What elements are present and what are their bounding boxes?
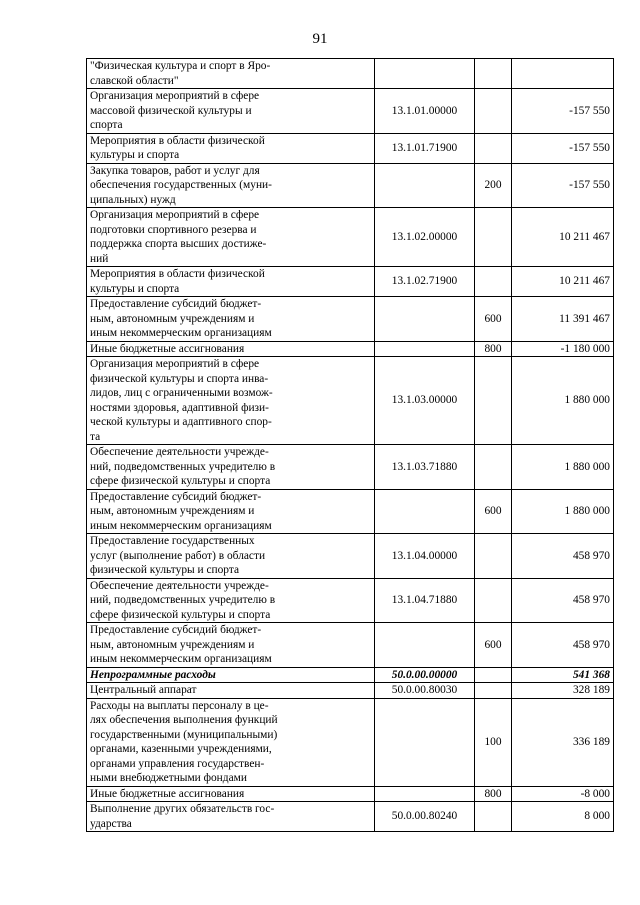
row-amount-cell: 458 970 [512, 623, 614, 668]
row-name-cell: Предоставление субсидий бюджет- ным, автономным учреждениям и иным некоммерческим организациям [87, 623, 375, 668]
row-code-cell: 13.1.02.00000 [375, 208, 475, 267]
table-row [87, 445, 614, 490]
row-expense-type-cell: 600 [475, 297, 512, 342]
row-code-cell: 50.0.00.00000 [375, 667, 475, 683]
row-amount-cell: -1 180 000 [512, 341, 614, 357]
row-expense-type-cell [475, 578, 512, 623]
row-amount-cell: -8 000 [512, 786, 614, 802]
row-name-cell: Организация мероприятий в сфере подготовки спортивного резерва и поддержка спорта высших достиже- ний [87, 208, 375, 267]
row-amount-cell: 1 880 000 [512, 489, 614, 534]
row-expense-type-cell [475, 133, 512, 163]
row-amount-cell: 8 000 [512, 802, 614, 832]
row-amount-cell: 11 391 467 [512, 297, 614, 342]
row-expense-type-cell: 800 [475, 786, 512, 802]
row-expense-type-cell [475, 445, 512, 490]
row-code-cell: 13.1.03.00000 [375, 357, 475, 445]
row-amount-cell: 328 189 [512, 683, 614, 699]
table-row [87, 208, 614, 267]
row-name-cell: Предоставление субсидий бюджет- ным, автономным учреждениям и иным некоммерческим организациям [87, 297, 375, 342]
row-expense-type-cell [475, 59, 512, 89]
row-name-cell: "Физическая культура и спорт в Яро- славской области" [87, 59, 375, 89]
row-expense-type-cell [475, 267, 512, 297]
row-name-cell: Мероприятия в области физической культуры и спорта [87, 133, 375, 163]
row-code-cell [375, 623, 475, 668]
row-code-cell: 50.0.00.80240 [375, 802, 475, 832]
row-amount-cell: 1 880 000 [512, 445, 614, 490]
row-name-cell: Организация мероприятий в сфере массовой физической культуры и спорта [87, 89, 375, 134]
row-expense-type-cell: 600 [475, 623, 512, 668]
row-amount-cell: 541 368 [512, 667, 614, 683]
table-row [87, 89, 614, 134]
row-code-cell [375, 698, 475, 786]
row-name-cell: Расходы на выплаты персоналу в це- лях обеспечения выполнения функций государственными (муниципальными) органами, казенными учреждениями, органами управления государствен- ными внебюджетными фондами [87, 698, 375, 786]
row-name-cell: Организация мероприятий в сфере физической культуры и спорта инва- лидов, лиц с ограниченными возмож- ностями здоровья, адаптивной физи- ческой культуры и адаптивного спор- та [87, 357, 375, 445]
table-row [87, 163, 614, 208]
row-amount-cell: -157 550 [512, 89, 614, 134]
row-name-cell: Центральный аппарат [87, 683, 375, 699]
table-row [87, 489, 614, 534]
row-name-cell: Непрограммные расходы [87, 667, 375, 683]
table-row [87, 623, 614, 668]
row-code-cell [375, 341, 475, 357]
row-code-cell: 13.1.01.71900 [375, 133, 475, 163]
table-row [87, 357, 614, 445]
table-row [87, 297, 614, 342]
row-code-cell [375, 297, 475, 342]
row-expense-type-cell [475, 208, 512, 267]
row-expense-type-cell: 800 [475, 341, 512, 357]
row-expense-type-cell: 200 [475, 163, 512, 208]
row-code-cell: 13.1.04.00000 [375, 534, 475, 579]
row-code-cell: 13.1.02.71900 [375, 267, 475, 297]
row-name-cell: Иные бюджетные ассигнования [87, 341, 375, 357]
row-name-cell: Предоставление государственных услуг (выполнение работ) в области физической культуры и спорта [87, 534, 375, 579]
table-row [87, 698, 614, 786]
table-row [87, 133, 614, 163]
table-row [87, 267, 614, 297]
row-expense-type-cell: 600 [475, 489, 512, 534]
row-name-cell: Мероприятия в области физической культуры и спорта [87, 267, 375, 297]
row-expense-type-cell [475, 683, 512, 699]
row-expense-type-cell [475, 89, 512, 134]
row-code-cell [375, 59, 475, 89]
row-code-cell [375, 163, 475, 208]
row-code-cell [375, 489, 475, 534]
row-amount-cell: 458 970 [512, 534, 614, 579]
row-name-cell: Обеспечение деятельности учрежде- ний, подведомственных учредителю в сфере физической культуры и спорта [87, 445, 375, 490]
row-name-cell: Выполнение других обязательств гос- ударства [87, 802, 375, 832]
page-number: 91 [312, 31, 328, 47]
row-code-cell: 13.1.01.00000 [375, 89, 475, 134]
row-name-cell: Иные бюджетные ассигнования [87, 786, 375, 802]
row-expense-type-cell [475, 534, 512, 579]
row-amount-cell: -157 550 [512, 133, 614, 163]
table-row [87, 578, 614, 623]
table-row [87, 802, 614, 832]
table-row [87, 534, 614, 579]
row-amount-cell: -157 550 [512, 163, 614, 208]
budget-table-body [87, 59, 614, 832]
row-code-cell [375, 786, 475, 802]
row-expense-type-cell: 100 [475, 698, 512, 786]
row-amount-cell: 10 211 467 [512, 267, 614, 297]
row-amount-cell: 458 970 [512, 578, 614, 623]
row-code-cell: 13.1.04.71880 [375, 578, 475, 623]
row-expense-type-cell [475, 667, 512, 683]
table-row [87, 683, 614, 699]
table-row [87, 341, 614, 357]
table-row [87, 59, 614, 89]
budget-table [86, 58, 614, 832]
row-expense-type-cell [475, 357, 512, 445]
row-name-cell: Закупка товаров, работ и услуг для обеспечения государственных (муни- ципальных) нужд [87, 163, 375, 208]
row-name-cell: Предоставление субсидий бюджет- ным, автономным учреждениям и иным некоммерческим организациям [87, 489, 375, 534]
row-amount-cell [512, 59, 614, 89]
row-amount-cell: 1 880 000 [512, 357, 614, 445]
row-amount-cell: 336 189 [512, 698, 614, 786]
row-code-cell: 50.0.00.80030 [375, 683, 475, 699]
row-name-cell: Обеспечение деятельности учрежде- ний, подведомственных учредителю в сфере физической культуры и спорта [87, 578, 375, 623]
row-expense-type-cell [475, 802, 512, 832]
row-amount-cell: 10 211 467 [512, 208, 614, 267]
row-code-cell: 13.1.03.71880 [375, 445, 475, 490]
table-row [87, 786, 614, 802]
table-row [87, 667, 614, 683]
